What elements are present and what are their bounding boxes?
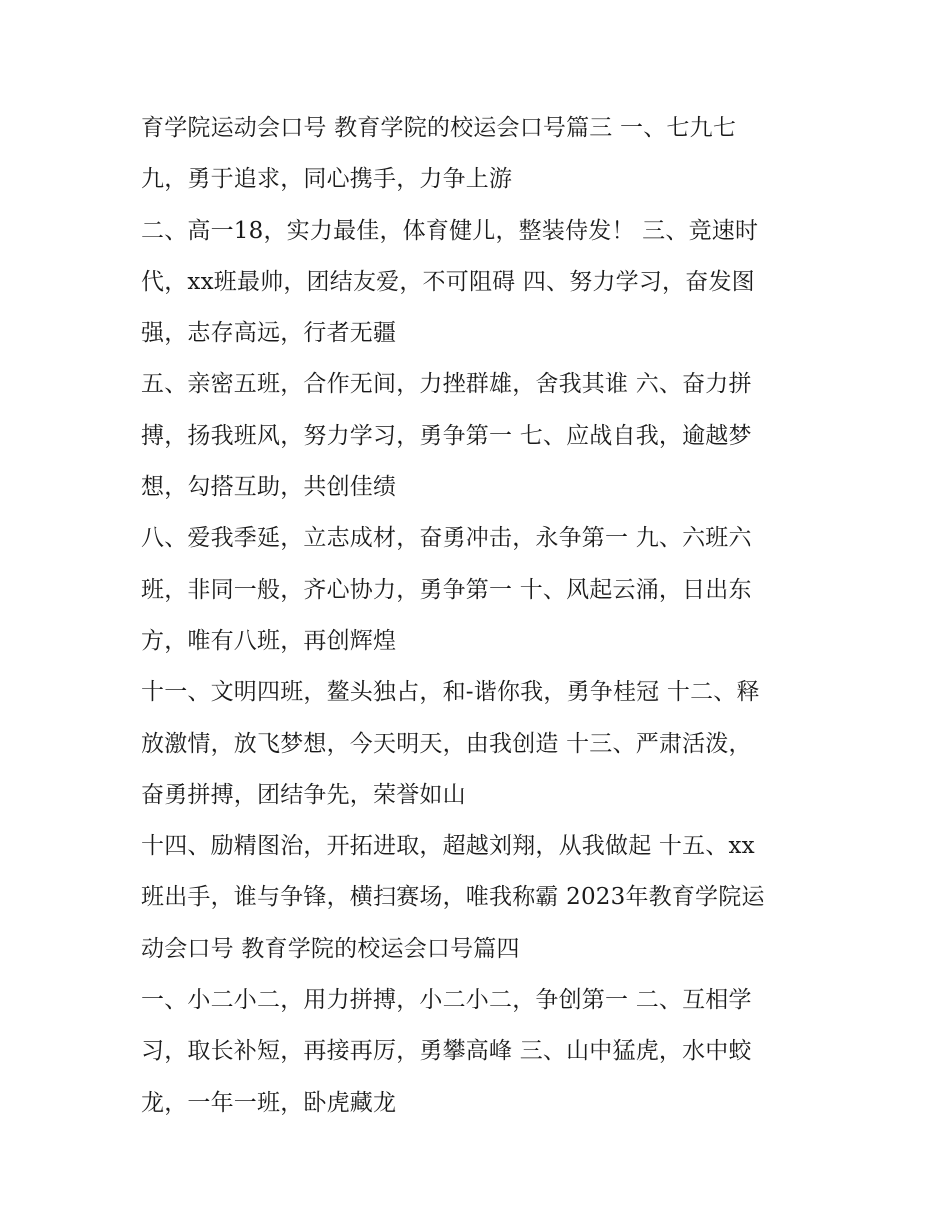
text-line: 班，非同一般，齐心协力，勇争第一 十、风起云涌，日出东 xyxy=(141,576,752,603)
text-line: 育学院运动会口号 教育学院的校运会口号篇三 一、七九七 xyxy=(141,115,737,141)
text-line: 龙，一年一班，卧虎藏龙 xyxy=(141,1089,397,1116)
text-line: 奋勇拼搏，团结争先，荣誉如山 xyxy=(141,781,466,808)
text-line: 方，唯有八班，再创辉煌 xyxy=(141,627,397,654)
text-line: 五、亲密五班，合作无间，力挫群雄，舍我其谁 六、奋力拼 xyxy=(141,371,752,398)
text-line: 放激情，放飞梦想，今天明天，由我创造 十三、严肃活泼， xyxy=(141,730,752,757)
text-line: 动会口号 教育学院的校运会口号篇四 xyxy=(141,935,520,962)
text-line: 班出手，谁与争锋，横扫赛场，唯我称霸 2023年教育学院运 xyxy=(141,884,765,911)
text-line: 八、爱我季延，立志成材，奋勇冲击，永争第一 九、六班六 xyxy=(141,525,752,552)
text-line: 十一、文明四班，鳌头独占，和-谐你我，勇争桂冠 十二、释 xyxy=(141,679,760,706)
text-line: 搏，扬我班风，努力学习，勇争第一 七、应战自我，逾越梦 xyxy=(141,422,752,449)
text-line: 二、高一18，实力最佳，体育健儿，整装侍发！ 三、竞速时 xyxy=(141,217,759,244)
document-body xyxy=(141,103,821,1129)
text-line: 代，xx班最帅，团结友爱，不可阻碍 四、努力学习，奋发图 xyxy=(141,268,755,295)
text-line: 强，志存高远，行者无疆 xyxy=(141,320,397,347)
text-line: 九，勇于追求，同心携手，力争上游 xyxy=(141,166,513,193)
text-line: 想，勾搭互助，共创佳绩 xyxy=(141,474,397,501)
text-line: 一、小二小二，用力拼搏，小二小二，争创第一 二、互相学 xyxy=(141,987,752,1014)
text-line: 十四、励精图治，开拓进取，超越刘翔，从我做起 十五、xx xyxy=(141,833,755,860)
text-line: 习，取长补短，再接再厉，勇攀高峰 三、山中猛虎，水中蛟 xyxy=(141,1038,752,1065)
